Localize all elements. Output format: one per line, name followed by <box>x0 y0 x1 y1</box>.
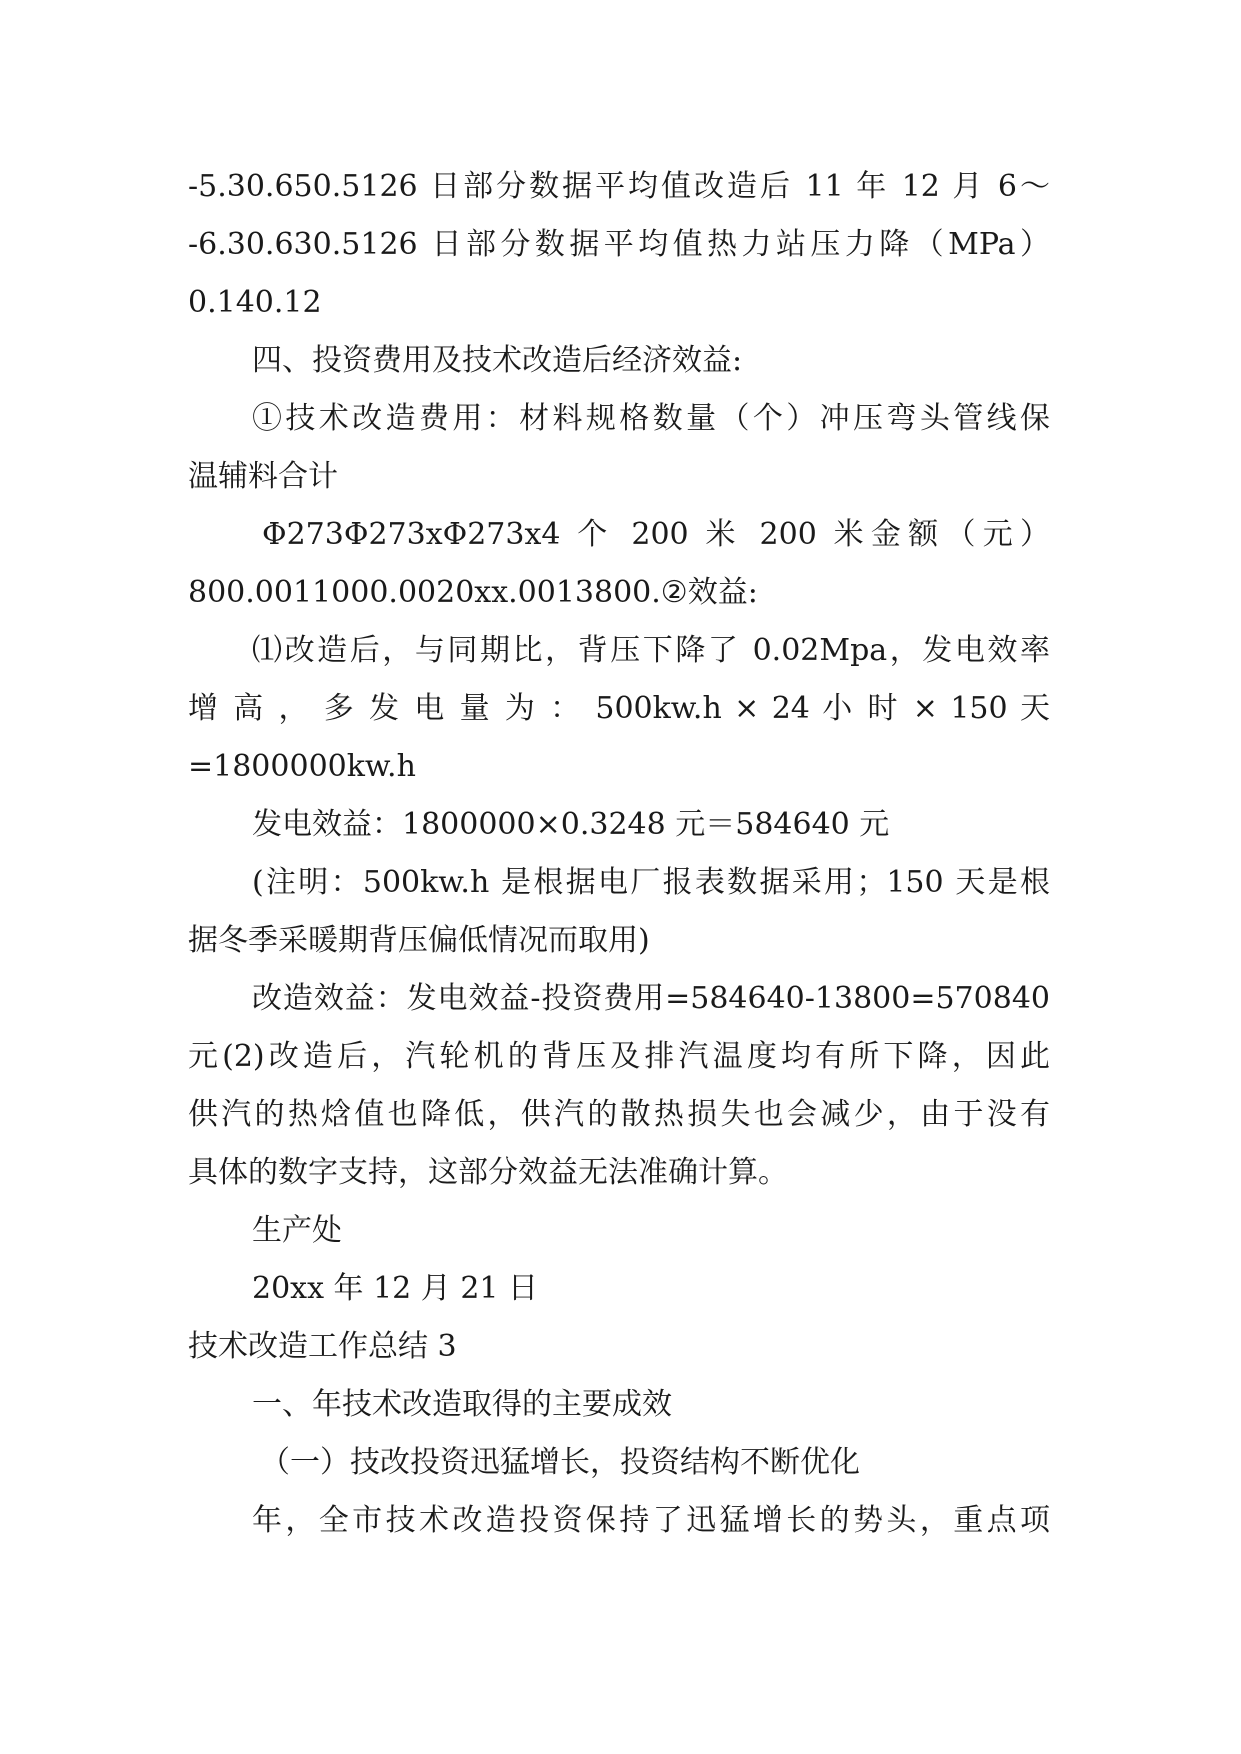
text-line: 0.140.12 <box>188 285 322 320</box>
text-line: 据冬季采暖期背压偏低情况而取用) <box>188 923 650 958</box>
signature-date: 20xx 年 12 月 21 日 <box>252 1271 539 1306</box>
document-page <box>188 158 1050 1550</box>
text-line: 供汽的热焓值也降低，供汽的散热损失也会减少，由于没有 <box>188 1097 1050 1132</box>
text-line: ①技术改造费用：材料规格数量（个）冲压弯头管线保 <box>252 401 1050 436</box>
text-line: Φ273Φ273xΦ273x4 个 200 米 200 米金额（元） <box>262 517 1050 552</box>
text-line: 元(2)改造后，汽轮机的背压及排汽温度均有所下降，因此 <box>188 1039 1050 1074</box>
signature-department: 生产处 <box>252 1213 342 1248</box>
text-line: 800.0011000.0020xx.0013800.②效益: <box>188 575 758 610</box>
subsection-heading: （一）技改投资迅猛增长，投资结构不断优化 <box>260 1445 860 1480</box>
text-line: 改造效益：发电效益-投资费用=584640-13800=570840 <box>252 981 1050 1016</box>
text-line: ⑴改造后，与同期比，背压下降了 0.02Mpa，发电效率 <box>252 633 1050 668</box>
text-line: -6.30.630.5126 日部分数据平均值热力站压力降（MPa） <box>188 227 1050 262</box>
text-line: =1800000kw.h <box>188 749 416 784</box>
section-heading: 一、年技术改造取得的主要成效 <box>252 1387 672 1422</box>
section-heading: 四、投资费用及技术改造后经济效益: <box>252 343 743 378</box>
text-line: 发电效益：1800000×0.3248 元＝584640 元 <box>252 807 890 842</box>
document-title: 技术改造工作总结 3 <box>188 1329 457 1364</box>
text-line: 年，全市技术改造投资保持了迅猛增长的势头，重点项 <box>252 1503 1050 1538</box>
text-line: 温辅料合计 <box>188 459 338 494</box>
text-line: 增 高 ， 多 发 电 量 为 ： 500kw.h × 24 小 时 × 150 天 <box>188 691 1050 726</box>
text-line: -5.30.650.5126 日部分数据平均值改造后 11 年 12 月 6～ <box>188 169 1050 204</box>
text-line: 具体的数字支持，这部分效益无法准确计算。 <box>188 1155 788 1190</box>
text-line: (注明：500kw.h 是根据电厂报表数据采用；150 天是根 <box>252 865 1050 900</box>
